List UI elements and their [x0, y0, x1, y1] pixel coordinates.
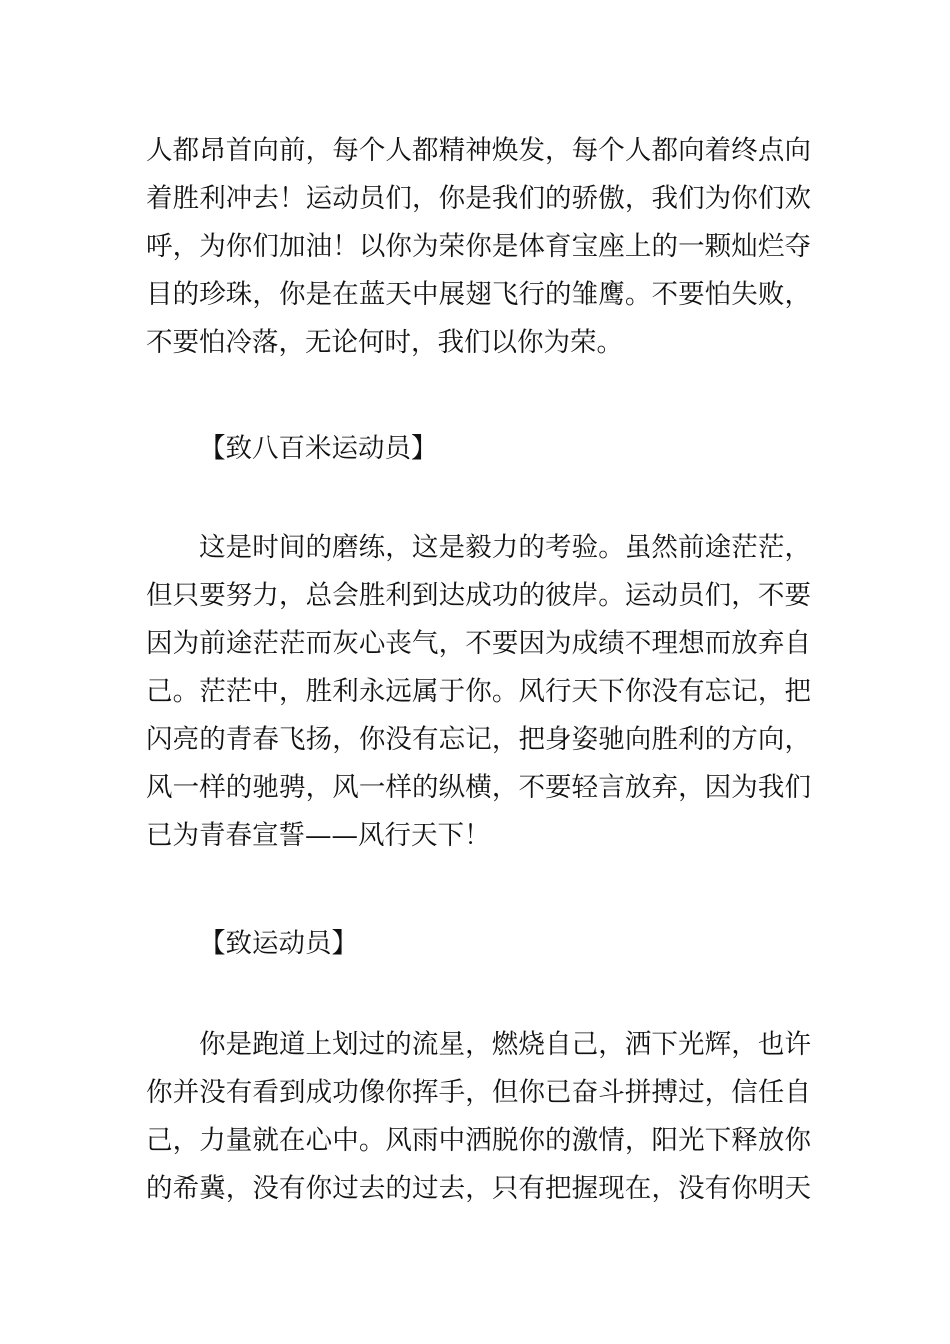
- paragraph-line: 但只要努力，总会胜利到达成功的彼岸。运动员们，不要: [146, 580, 811, 611]
- paragraph-line: 着胜利冲去！运动员们，你是我们的骄傲，我们为你们欢: [146, 183, 811, 214]
- paragraph-line: 的希冀，没有你过去的过去，只有把握现在，没有你明天: [146, 1173, 811, 1204]
- paragraph-line: 人都昂首向前，每个人都精神焕发，每个人都向着终点向: [146, 135, 811, 166]
- paragraph-2: [146, 524, 811, 860]
- section-heading-athletes: 【致运动员】: [199, 928, 358, 959]
- paragraph-line: 闪亮的青春飞扬，你没有忘记，把身姿驰向胜利的方向，: [146, 724, 811, 755]
- paragraph-line: 不要怕冷落，无论何时，我们以你为荣。: [146, 327, 623, 358]
- paragraph-line: 你并没有看到成功像你挥手，但你已奋斗拼搏过，信任自: [146, 1077, 811, 1108]
- paragraph-3: [146, 1021, 811, 1213]
- paragraph-line: 己。茫茫中，胜利永远属于你。风行天下你没有忘记，把: [146, 676, 811, 707]
- paragraph-1: [146, 127, 811, 367]
- paragraph-line: 己，力量就在心中。风雨中洒脱你的激情，阳光下释放你: [146, 1125, 811, 1156]
- paragraph-line: 呼，为你们加油！以你为荣你是体育宝座上的一颗灿烂夺: [146, 231, 811, 262]
- paragraph-line: 风一样的驰骋，风一样的纵横，不要轻言放弃，因为我们: [146, 772, 811, 803]
- section-heading-800m: 【致八百米运动员】: [199, 433, 438, 464]
- paragraph-line: 这是时间的磨练，这是毅力的考验。虽然前途茫茫，: [199, 532, 811, 563]
- paragraph-line: 目的珍珠，你是在蓝天中展翅飞行的雏鹰。不要怕失败，: [146, 279, 811, 310]
- paragraph-line: 因为前途茫茫而灰心丧气，不要因为成绩不理想而放弃自: [146, 628, 811, 659]
- paragraph-line: 已为青春宣誓——风行天下！: [146, 820, 491, 851]
- paragraph-line: 你是跑道上划过的流星，燃烧自己，洒下光辉，也许: [199, 1029, 811, 1060]
